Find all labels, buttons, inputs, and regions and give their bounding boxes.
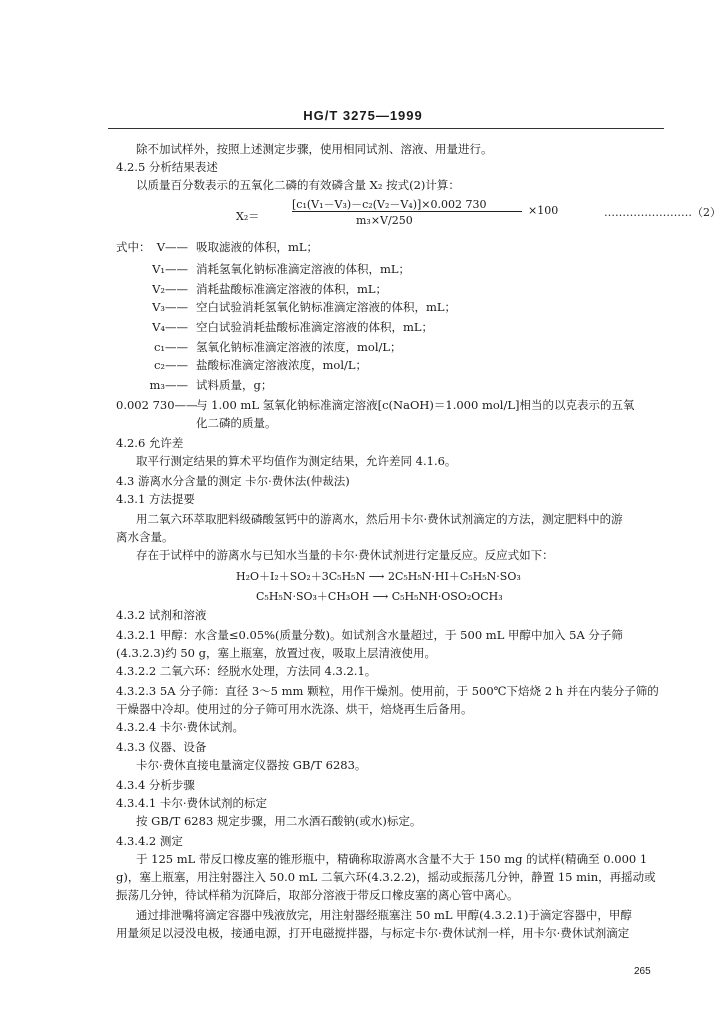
section-heading: 4.3.2 试剂和溶液 <box>116 608 207 622</box>
symbol: V₂—— <box>152 282 188 296</box>
text-line: 用量须足以浸没电极，接通电源，打开电磁搅拌器，与标定卡尔·费休试剂一样，用卡尔·费休试剂滴定 <box>116 926 630 940</box>
reaction-equation: H₂O＋I₂＋SO₂＋3C₅H₅N ⟶ 2C₅H₅N·HI＋C₅H₅N·SO₃ <box>236 570 521 583</box>
symbol-description: 氢氧化钠标准滴定溶液的浓度，mol/L； <box>196 340 402 354</box>
section-heading: 4.3.1 方法提要 <box>116 492 195 506</box>
section-heading: 4.2.6 允许差 <box>116 436 184 450</box>
text-line: 通过排泄嘴将滴定容器中残液放完，用注射器经瓶塞注 50 mL 甲醇(4.3.2.1)于滴定容器中，甲醇 <box>136 908 632 922</box>
symbol: V₁—— <box>152 262 188 276</box>
symbol-description: 消耗氢氧化钠标准滴定溶液的体积，mL； <box>196 262 411 276</box>
section-heading: 4.3.4.1 卡尔·费休试剂的标定 <box>116 796 268 810</box>
text-line: 取平行测定结果的算术平均值作为测定结果，允许差同 4.1.6。 <box>136 454 457 468</box>
symbol: V₄—— <box>152 320 188 334</box>
page-number: 265 <box>634 966 651 977</box>
where-label: 式中： <box>116 240 151 254</box>
symbol-description: 盐酸标准滴定溶液浓度，mol/L； <box>196 358 368 372</box>
symbol-description: 空白试验消耗氢氧化钠标准滴定溶液的体积，mL； <box>196 300 457 314</box>
reaction-equation: C₅H₅N·SO₃＋CH₃OH ⟶ C₅H₅NH·OSO₂OCH₃ <box>256 590 503 603</box>
text-line: 4.3.2.1 甲醇：水含量≤0.05%(质量分数)。如试剂含水量超过，于 500 mL 甲醇中加入 5A 分子筛 <box>116 628 623 642</box>
fraction-bar <box>292 211 522 212</box>
symbol: c₁—— <box>153 340 188 354</box>
equation-factor: ×100 <box>528 204 559 217</box>
symbol-description: 空白试验消耗盐酸标准滴定溶液的体积，mL； <box>196 320 434 334</box>
text-line: 用二氧六环萃取肥料级磷酸氢钙中的游离水，然后用卡尔·费休试剂滴定的方法，测定肥料中的游 <box>136 512 623 526</box>
symbol-description: 试料质量，g； <box>196 378 273 392</box>
symbol-description-cont: 化二磷的质量。 <box>196 416 277 430</box>
equation-lhs: X₂＝ <box>236 210 260 223</box>
text-line: 按 GB/T 6283 规定步骤，用二水酒石酸钠(或水)标定。 <box>136 814 422 828</box>
symbol: V₃—— <box>152 300 188 314</box>
symbol-description: 消耗盐酸标准滴定溶液的体积，mL； <box>196 282 388 296</box>
symbol: c₂—— <box>153 358 188 372</box>
equation-2 <box>236 192 721 242</box>
section-heading: 4.3.3 仪器、设备 <box>116 740 207 754</box>
text-line: 存在于试样中的游离水与已知水当量的卡尔·费休试剂进行定量反应。反应式如下： <box>136 548 554 562</box>
section-heading: 4.3.4 分析步骤 <box>116 778 195 792</box>
text-line: 振荡几分钟，待试样稍为沉降后，取部分溶液于带反口橡皮塞的离心管中离心。 <box>116 888 519 902</box>
text-line: 4.3.2.2 二氧六环：经脱水处理，方法同 4.3.2.1。 <box>116 664 377 678</box>
symbol: m₃—— <box>149 378 188 392</box>
text-line: 4.3.2.3 5A 分子筛：直径 3～5 mm 颗粒，用作干燥剂。使用前，于 500℃下焙烧 2 h 并在内装分子筛的 <box>116 684 659 698</box>
symbol-description: 吸取滤液的体积，mL； <box>196 240 319 254</box>
equation-numerator: [c₁(V₁－V₃)－c₂(V₂－V₄)]×0.002 730 <box>292 198 487 211</box>
text-line: 4.3.2.4 卡尔·费休试剂。 <box>116 720 245 734</box>
page-header: HG/T 3275—1999 <box>303 108 423 123</box>
symbol-description: 与 1.00 mL 氢氧化钠标准滴定溶液[c(NaOH)＝1.000 mol/L]相当的以克表示的五氧 <box>196 398 635 412</box>
text-line: 除不加试样外，按照上述测定步骤，使用相同试剂、溶液、用量进行。 <box>136 142 493 156</box>
symbol: V—— <box>156 240 188 254</box>
header-rule <box>108 128 664 129</box>
text-line: 干燥器中冷却。使用过的分子筛可用水洗涤、烘干，焙烧再生后备用。 <box>116 702 473 716</box>
equation-denominator: m₃×V/250 <box>356 214 413 227</box>
section-heading: 4.2.5 分析结果表述 <box>116 160 218 174</box>
text-line: g)，塞上瓶塞，用注射器注入 50.0 mL 二氧六环(4.3.2.2)，摇动或振荡几分钟，静置 15 min，再摇动或 <box>116 870 656 884</box>
section-heading: 4.3 游离水分含量的测定 卡尔·费休法(仲裁法) <box>116 474 350 488</box>
text-line: 以质量百分数表示的五氧化二磷的有效磷含量 X₂ 按式(2)计算： <box>136 178 460 192</box>
section-heading: 4.3.4.2 测定 <box>116 834 183 848</box>
equation-number: ……………………（2） <box>604 206 721 219</box>
text-line: (4.3.2.3)约 50 g，塞上瓶塞，放置过夜，吸取上层清液使用。 <box>116 646 437 660</box>
text-line: 于 125 mL 带反口橡皮塞的锥形瓶中，精确称取游离水含量不大于 150 mg 的试样(精确至 0.000 1 <box>136 852 648 866</box>
text-line: 卡尔·费休直接电量滴定仪器按 GB/T 6283。 <box>136 758 367 772</box>
symbol: 0.002 730—— <box>116 398 198 412</box>
text-line: 离水含量。 <box>116 530 174 544</box>
